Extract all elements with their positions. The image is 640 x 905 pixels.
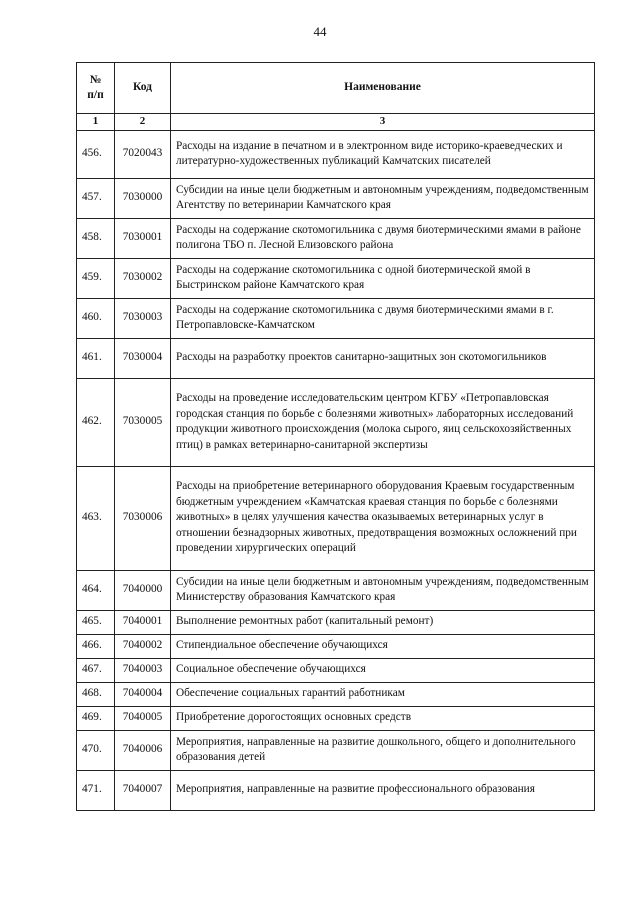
row-name: Расходы на разработку проектов санитарно-защитных зон скотомогильников [171, 338, 595, 378]
table-row [77, 466, 595, 570]
header-num-label: № п/п [87, 73, 104, 101]
table-row [77, 770, 595, 810]
row-code: 7040007 [115, 770, 171, 810]
row-code: 7040003 [115, 658, 171, 682]
row-number: 463. [77, 466, 115, 570]
row-code: 7040006 [115, 730, 171, 770]
row-code: 7040004 [115, 682, 171, 706]
row-number: 461. [77, 338, 115, 378]
row-name: Субсидии на иные цели бюджетным и автономным учреждениям, подведомственным Агентству по ветеринарии Камчатского края [171, 178, 595, 218]
row-number: 469. [77, 706, 115, 730]
row-name: Выполнение ремонтных работ (капитальный ремонт) [171, 610, 595, 634]
row-number: 456. [77, 130, 115, 178]
row-name: Обеспечение социальных гарантий работникам [171, 682, 595, 706]
budget-codes-table [76, 62, 595, 811]
table-row [77, 258, 595, 298]
row-code: 7040005 [115, 706, 171, 730]
table-row [77, 378, 595, 466]
row-name: Мероприятия, направленные на развитие дошкольного, общего и дополнительного образования детей [171, 730, 595, 770]
table-row [77, 298, 595, 338]
table-row [77, 570, 595, 610]
row-code: 7040002 [115, 634, 171, 658]
table-row [77, 338, 595, 378]
column-index-1: 1 [77, 114, 115, 131]
page-number: 44 [313, 24, 327, 39]
table-header-row [77, 63, 595, 114]
row-number: 459. [77, 258, 115, 298]
header-name: Наименование [171, 63, 595, 114]
table-row [77, 682, 595, 706]
row-number: 466. [77, 634, 115, 658]
row-number: 464. [77, 570, 115, 610]
table-row [77, 610, 595, 634]
row-name: Социальное обеспечение обучающихся [171, 658, 595, 682]
table-row [77, 730, 595, 770]
row-code: 7030003 [115, 298, 171, 338]
row-name: Мероприятия, направленные на развитие профессионального образования [171, 770, 595, 810]
header-num [77, 63, 115, 114]
row-code: 7030005 [115, 378, 171, 466]
row-code: 7030006 [115, 466, 171, 570]
row-number: 465. [77, 610, 115, 634]
header-code: Код [115, 63, 171, 114]
row-number: 457. [77, 178, 115, 218]
row-name: Расходы на содержание скотомогильника с двумя биотермическими ямами в районе полигона ТБО п. Лесной Елизовского района [171, 218, 595, 258]
row-name: Расходы на содержание скотомогильника с двумя биотермическими ямами в г. Петропавловске-Камчатском [171, 298, 595, 338]
table-row [77, 130, 595, 178]
row-name: Расходы на проведение исследовательским центром КГБУ «Петропавловская городская станция по борьбе с болезнями животных» лабораторных исследований продукции животного происхождения (молока сырого, яиц сельскохозяйственных птиц) в рамках ветеринарно-санитарной экспертизы [171, 378, 595, 466]
row-code: 7030000 [115, 178, 171, 218]
table-row [77, 634, 595, 658]
row-code: 7040001 [115, 610, 171, 634]
row-name: Приобретение дорогостоящих основных средств [171, 706, 595, 730]
row-name: Субсидии на иные цели бюджетным и автономным учреждениям, подведомственным Министерству образования Камчатского края [171, 570, 595, 610]
row-name: Расходы на приобретение ветеринарного оборудования Краевым государственным бюджетным учреждением «Камчатская краевая станция по борьбе с болезнями животных» в целях улучшения качества оказываемых ветеринарных услуг в отношении безнадзорных животных, предотвращения возможных осложнений при проведении хирургических операций [171, 466, 595, 570]
row-code: 7030002 [115, 258, 171, 298]
row-number: 462. [77, 378, 115, 466]
row-code: 7040000 [115, 570, 171, 610]
row-code: 7030001 [115, 218, 171, 258]
row-number: 471. [77, 770, 115, 810]
row-name: Стипендиальное обеспечение обучающихся [171, 634, 595, 658]
table-row [77, 218, 595, 258]
column-index-row [77, 114, 595, 131]
column-index-3: 3 [171, 114, 595, 131]
table-row [77, 706, 595, 730]
row-name: Расходы на содержание скотомогильника с одной биотермической ямой в Быстринском районе Камчатского края [171, 258, 595, 298]
row-number: 468. [77, 682, 115, 706]
row-name: Расходы на издание в печатном и в электронном виде историко-краеведческих и литературно-художественных публикаций Камчатских писателей [171, 130, 595, 178]
column-index-2: 2 [115, 114, 171, 131]
row-number: 460. [77, 298, 115, 338]
row-number: 467. [77, 658, 115, 682]
row-number: 470. [77, 730, 115, 770]
table-row [77, 178, 595, 218]
row-number: 458. [77, 218, 115, 258]
table-row [77, 658, 595, 682]
row-code: 7020043 [115, 130, 171, 178]
row-code: 7030004 [115, 338, 171, 378]
